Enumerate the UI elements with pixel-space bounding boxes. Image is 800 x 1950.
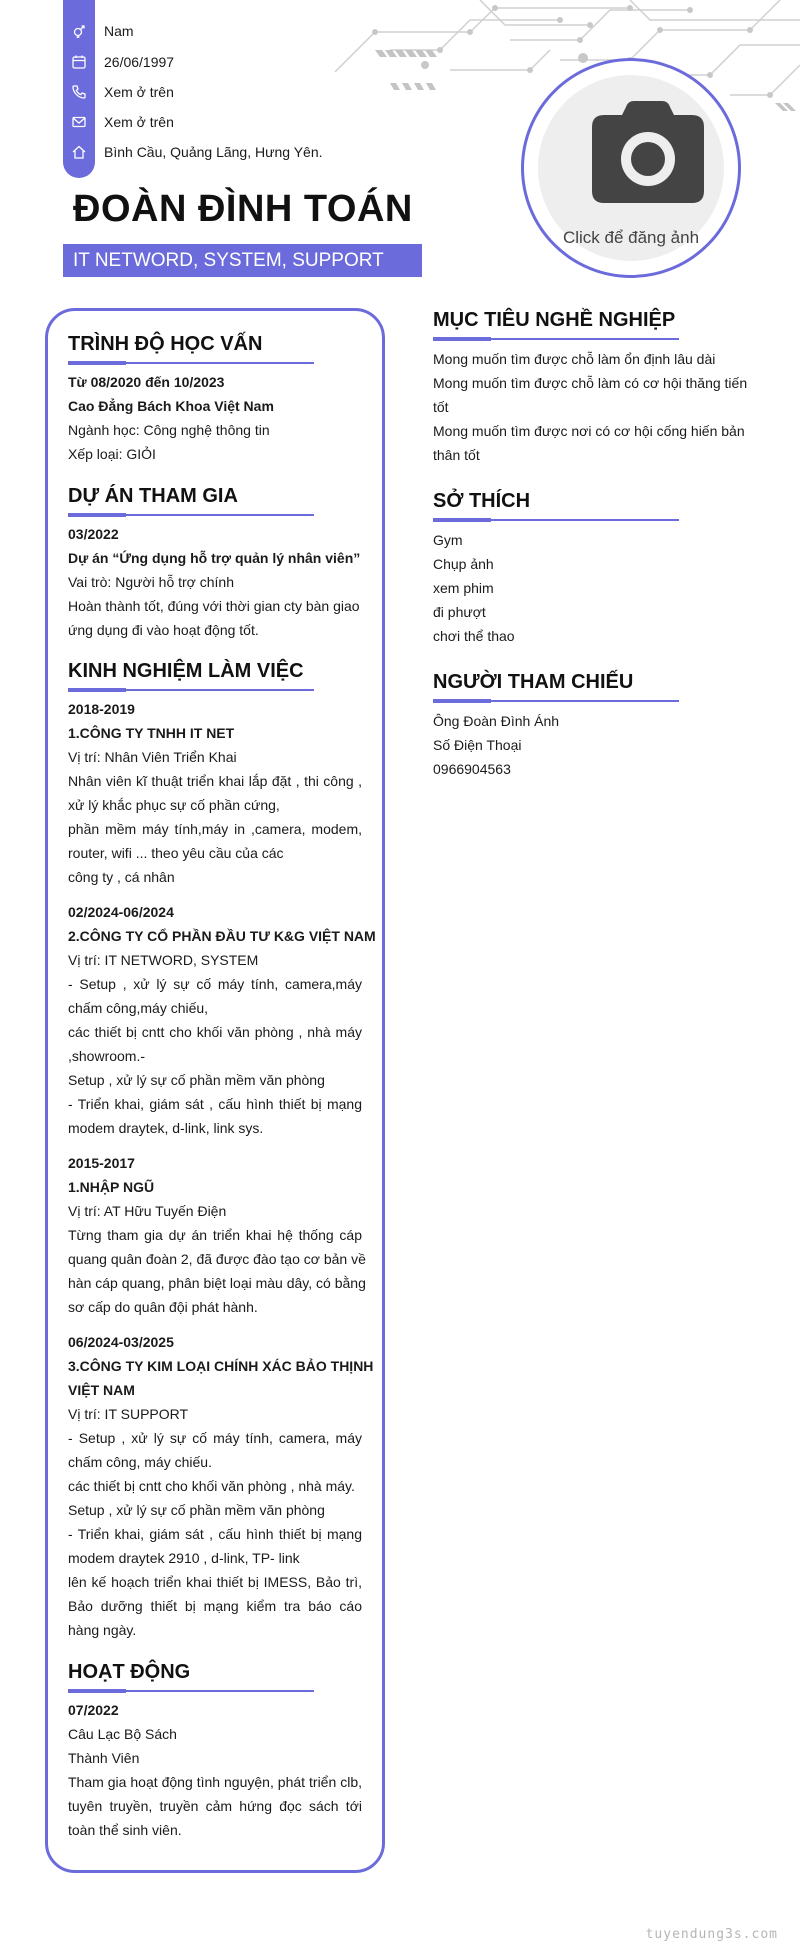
hobby-item: Gym (433, 532, 463, 548)
job-desc-line: - Triển khai, giám sát , cấu hình thiết bị mạng (68, 1526, 362, 1542)
activities-underline (68, 1690, 314, 1692)
job-desc-line: Setup , xử lý sự cố phần mềm văn phòng (68, 1072, 325, 1088)
activities-title: HOẠT ĐỘNG (68, 1661, 191, 1683)
education-major: Ngành học: Công nghệ thông tin (68, 422, 270, 438)
job-desc-line: router, wifi ... theo yêu cầu của các (68, 845, 284, 861)
objective-line: Mong muốn tìm được chỗ làm ổn định lâu dài (433, 351, 716, 367)
job-desc-line: ,showroom.- (68, 1048, 146, 1064)
job-company: VIỆT NAM (68, 1382, 135, 1398)
job-desc-line: Từng tham gia dự án triển khai hệ thống cáp (68, 1227, 362, 1243)
education-title: TRÌNH ĐỘ HỌC VẤN (68, 333, 263, 355)
job-company: 3.CÔNG TY KIM LOẠI CHÍNH XÁC BẢO THỊNH (68, 1358, 374, 1374)
photo-upload-label: Click để đăng ảnh (562, 228, 700, 247)
hobby-item: đi phượt (433, 604, 486, 620)
job-desc-line: quang quân đoàn 2, đã được đào tạo cơ bản về (68, 1251, 366, 1267)
hobby-item: chơi thể thao (433, 628, 515, 644)
reference-name: Ông Đoàn Đình Ánh (433, 713, 560, 729)
project-desc-line: Hoàn thành tốt, đúng với thời gian cty bàn giao (68, 598, 360, 614)
contact-birthday (63, 50, 174, 74)
job-desc-line: - Triển khai, giám sát , cấu hình thiết bị mạng (68, 1096, 362, 1112)
job-desc-line: chấm công, máy chiếu. (68, 1454, 212, 1470)
job-company: 1.CÔNG TY TNHH IT NET (68, 725, 235, 741)
education-underline (68, 362, 314, 364)
objective-line: tốt (433, 399, 449, 415)
address-value: Bình Cầu, Quảng Lãng, Hưng Yên. (104, 144, 323, 160)
hobbies-underline (433, 519, 679, 521)
mail-icon (63, 114, 95, 130)
reference-underline (433, 700, 679, 702)
email-value: Xem ở trên (104, 114, 174, 130)
job-desc-line: các thiết bị cntt cho khối văn phòng , nhà máy (68, 1024, 362, 1040)
job-desc-line: hàn cáp quang, phân biệt loại màu dây, có bằng (68, 1275, 366, 1291)
education-period: Từ 08/2020 đến 10/2023 (68, 374, 225, 390)
activity-org: Câu Lạc Bộ Sách (68, 1726, 177, 1742)
contact-gender (63, 19, 134, 43)
project-date: 03/2022 (68, 526, 119, 542)
job-desc-line: Setup , xử lý sự cố phần mềm văn phòng (68, 1502, 325, 1518)
experience-underline (68, 689, 314, 691)
job-desc-line: lên kế hoạch triển khai thiết bị IMESS, Bảo trì, (68, 1574, 362, 1590)
hobby-item: Chụp ảnh (433, 556, 494, 572)
objective-title: MỤC TIÊU NGHỀ NGHIỆP (433, 309, 676, 331)
job-period: 2015-2017 (68, 1155, 135, 1171)
birthday-value: 26/06/1997 (104, 54, 175, 70)
projects-title: DỰ ÁN THAM GIA (68, 485, 238, 507)
job-desc-line: - Setup , xử lý sự cố máy tính, camera,máy (68, 976, 362, 992)
job-desc-line: Bảo dưỡng thiết bị mạng kiểm tra báo cáo (68, 1598, 362, 1614)
contact-email (63, 110, 174, 134)
camera-icon (588, 101, 708, 206)
position-title: IT NETWORD, SYSTEM, SUPPORT (63, 244, 422, 277)
photo-upload[interactable] (521, 58, 741, 278)
education-school: Cao Đẳng Bách Khoa Việt Nam (68, 398, 274, 414)
phone-value: Xem ở trên (104, 84, 174, 100)
job-position: Vị trí: AT Hữu Tuyến Điện (68, 1203, 227, 1219)
job-desc-line: - Setup , xử lý sự cố máy tính, camera, máy (68, 1430, 362, 1446)
reference-phone: 0966904563 (433, 761, 511, 777)
job-desc-line: xử lý khắc phục sự cố phần cứng, (68, 797, 280, 813)
objective-line: thân tốt (433, 447, 480, 463)
calendar-icon (63, 54, 95, 70)
gender-icon (63, 23, 95, 39)
photo-placeholder (538, 75, 724, 261)
job-position: Vị trí: IT NETWORD, SYSTEM (68, 952, 259, 968)
hobby-item: xem phim (433, 580, 494, 596)
experience-title: KINH NGHIỆM LÀM VIỆC (68, 660, 304, 682)
projects-underline (68, 514, 314, 516)
activity-date: 07/2022 (68, 1702, 119, 1718)
project-name: Dự án “Ứng dụng hỗ trợ quản lý nhân viên” (68, 550, 361, 566)
home-icon (63, 144, 95, 160)
job-period: 06/2024-03/2025 (68, 1334, 174, 1350)
activity-desc-line: Tham gia hoạt động tình nguyện, phát triển clb, (68, 1774, 362, 1790)
hobbies-title: SỞ THÍCH (433, 490, 531, 512)
reference-title: NGƯỜI THAM CHIẾU (433, 671, 634, 693)
job-desc-line: phần mềm máy tính,máy in ,camera, modem, (68, 821, 362, 837)
job-period: 2018-2019 (68, 701, 135, 717)
project-desc-line: ứng dụng đi vào hoạt động tốt. (68, 622, 259, 638)
project-role: Vai trò: Người hỗ trợ chính (68, 574, 234, 590)
contact-phone (63, 80, 174, 104)
job-position: Vị trí: Nhân Viên Triển Khai (68, 749, 237, 765)
job-desc-line: modem draytek 2910 , d-link, TP- link (68, 1550, 300, 1566)
activity-desc-line: tuyên truyền, truyền cảm hứng đọc sách tới (68, 1798, 362, 1814)
objective-line: Mong muốn tìm được nơi có cơ hội cống hiến bản (433, 423, 745, 439)
activity-role: Thành Viên (68, 1750, 140, 1766)
job-position: Vị trí: IT SUPPORT (68, 1406, 189, 1422)
contact-address (63, 140, 323, 164)
job-desc-line: modem draytek, d-link, link sys. (68, 1120, 264, 1136)
gender-value: Nam (104, 23, 134, 39)
job-desc-line: sơ cấp do quân đội phát hành. (68, 1299, 258, 1315)
activity-desc-line: toàn thể sinh viên. (68, 1822, 182, 1838)
job-desc-line: chấm công,máy chiếu, (68, 1000, 209, 1016)
watermark: tuyendung3s.com (645, 1927, 778, 1942)
job-company: 2.CÔNG TY CỔ PHẦN ĐẦU TƯ K&G VIỆT NAM (68, 928, 376, 944)
candidate-name: ĐOÀN ĐÌNH TOÁN (73, 188, 413, 230)
job-desc-line: Nhân viên kĩ thuật triển khai lắp đặt , thi công , (68, 773, 362, 789)
education-rank: Xếp loại: GIỎI (68, 446, 156, 462)
objective-line: Mong muốn tìm được chỗ làm có cơ hội thăng tiến (433, 375, 748, 391)
job-desc-line: công ty , cá nhân (68, 869, 175, 885)
job-desc-line: các thiết bị cntt cho khối văn phòng , nhà máy. (68, 1478, 355, 1494)
phone-icon (63, 84, 95, 100)
objective-underline (433, 338, 679, 340)
job-period: 02/2024-06/2024 (68, 904, 174, 920)
job-company: 1.NHẬP NGŨ (68, 1179, 155, 1195)
job-desc-line: hàng ngày. (68, 1622, 137, 1638)
reference-phone-label: Số Điện Thoại (433, 737, 522, 753)
